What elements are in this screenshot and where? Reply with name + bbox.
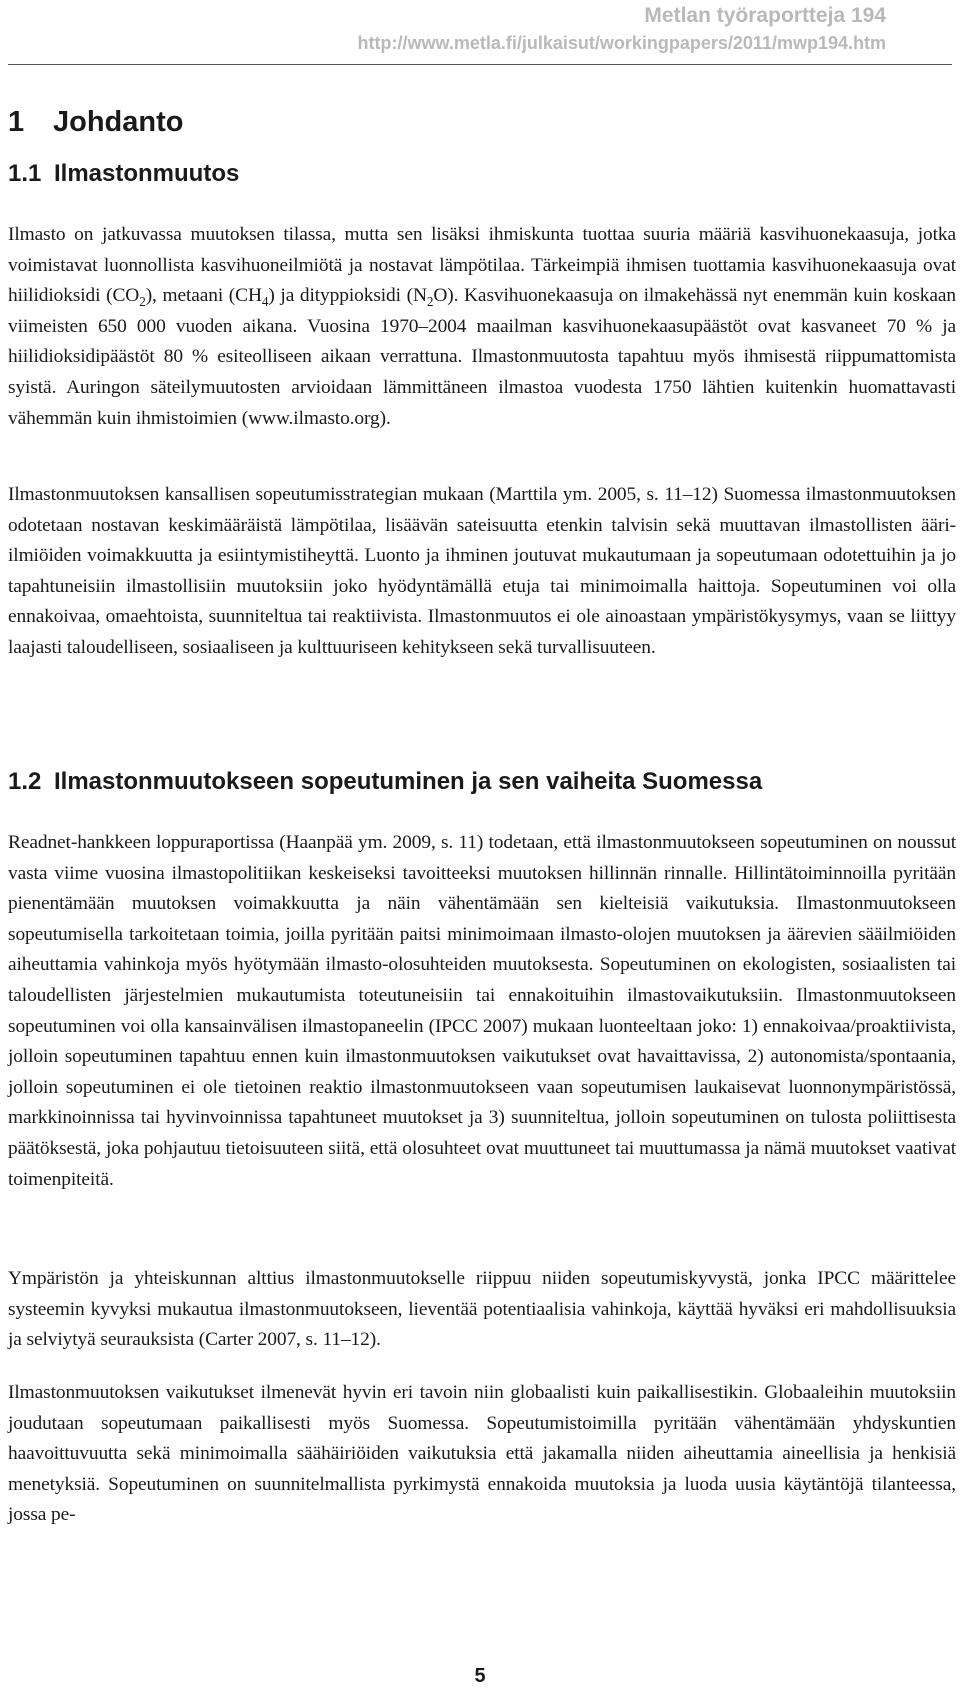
chapter-number: 1 <box>8 106 25 138</box>
section-heading-1-1 <box>8 158 239 190</box>
section-number: 1.2 <box>8 768 42 795</box>
section-heading-1-2 <box>8 766 762 798</box>
chapter-title: Johdanto <box>53 106 184 138</box>
chapter-heading <box>8 104 184 140</box>
section-title: Ilmastonmuutokseen sopeutuminen ja sen vaiheita Suomessa <box>54 768 763 795</box>
page-number: 5 <box>474 1665 486 1687</box>
paragraph-4: Ympäristön ja yhteiskunnan alttius ilmastonmuutokselle riippuu niiden sopeutumiskyvystä, jonka IPCC määrittelee systeemin kyvyksi mukautua ilmastonmuutokseen, lieventää potentiaalisia vahinkoja, käyttää hyväksi eri mahdollisuuksia ja selviytyä seurauksista (Carter 2007, s. 11–12). <box>8 1268 956 1351</box>
header-divider <box>8 64 952 65</box>
series-url[interactable]: http://www.metla.fi/julkaisut/workingpapers/2011/mwp194.htm <box>357 33 886 53</box>
series-title: Metlan työraportteja 194 <box>644 4 886 27</box>
paragraph-5: Ilmastonmuutoksen vaikutukset ilmenevät hyvin eri tavoin niin globaalisti kuin paikallisestikin. Globaaleihin muutoksiin joudutaan sopeutumaan paikallisesti myös Suomessa. Sopeutumistoimilla pyritään vähentämään yhdyskuntien haavoittuvuutta sekä minimoimalla säähäiriöiden vaikutuksia että jakamalla niiden aiheuttamia aineellisia ja henkisiä menetyksiä. Sopeutuminen on suunnitelmallista pyrkimystä ennakoida muutoksia ja luoda uusia käytäntöjä tilanteessa, jossa pe- <box>8 1382 956 1526</box>
paragraph-2: Ilmastonmuutoksen kansallisen sopeutumisstrategian mukaan (Marttila ym. 2005, s. 11–12) Suomessa ilmastonmuutoksen odotetaan nostavan keskimääräistä lämpötilaa, lisäävän sateisuutta etenkin talvisin sekä muuttavan ilmastollisten ääri-ilmiöiden voimakkuutta ja esiintymistiheyttä. Luonto ja ihminen joutuvat mukautumaan ja sopeutumaan odotettuihin ja jo tapahtuneisiin ilmastollisiin muutoksiin joko hyödyntämällä etuja tai minimoimalla haittoja. Sopeutuminen voi olla ennakoivaa, omaehtoista, suunniteltua tai reaktiivista. Ilmastonmuutos ei ole ainoastaan ympäristökysymys, vaan se liittyy laajasti taloudelliseen, sosiaaliseen ja kulttuuriseen kehitykseen sekä turvallisuuteen. <box>8 484 956 658</box>
section-number: 1.1 <box>8 160 42 187</box>
paragraph-3: Readnet-hankkeen loppuraportissa (Haanpää ym. 2009, s. 11) todetaan, että ilmastonmuutokseen sopeutuminen on noussut vasta viime vuosina ilmastopolitiikan keskeiseksi tavoitteeksi muutoksen hillinnän rinnalle. Hillintätoiminnoilla pyritään pienentämään muutoksen voimakkuutta ja näin vähentämään sen kielteisiä vaikutuksia. Ilmastonmuutokseen sopeutumisella tarkoitetaan toimia, joilla pyritään paitsi minimoimaan ilmasto-olojen muutoksen ja äärevien sääilmiöiden aiheuttamia vahinkoja myös hyötymään ilmasto-olosuhteiden muutoksesta. Sopeutuminen on ekologisten, sosiaalisten tai taloudellisten järjestelmien mukautumista toteutuneisiin tai ennakoituihin ilmastovaikutuksiin. Ilmastonmuutokseen sopeutuminen voi olla kansainvälisen ilmastopaneelin (IPCC 2007) mukaan luonteeltaan joko: 1) ennakoivaa/proaktiivista, jolloin sopeutuminen tapahtuu ennen kuin ilmastonmuutoksen vaikutukset ovat havaittavissa, 2) autonomista/spontaania, jolloin sopeutuminen ei ole tietoinen reaktio ilmastonmuutokseen vaan sopeutumisen laukaisevat luonnonympäristössä, markkinoinnissa tai hyvinvoinnissa tapahtuneet muutokset ja 3) suunniteltua, jolloin sopeutuminen on tulosta poliittisesta päätöksestä, joka pohjautuu tietoisuuteen siitä, että olosuhteet ovat muuttuneet tai muuttumassa ja nämä muutokset vaativat toimenpiteitä. <box>8 832 956 1190</box>
section-title: Ilmastonmuutos <box>54 160 240 187</box>
paragraph-1: Ilmasto on jatkuvassa muutoksen tilassa, mutta sen lisäksi ihmiskunta tuottaa suuria määriä kasvihuonekaasuja, jotka voimistavat luonnollista kasvihuoneilmiötä ja nostavat lämpötilaa. Tärkeimpiä ihmisen tuottamia kasvihuonekaasuja ovat hiilidioksidi $(CO_2)$, metaani $(CH_4)$ ja dityppioksidi $(N_2O)$. Kasvihuonekaasuja on ilmakehässä nyt enemmän kuin koskaan viimeisten 650 000 vuoden aikana. Vuosina 1970–2004 maailman kasvihuonekaasupäästöt ovat kasvaneet 70 % ja hiilidioksidipäästöt 80 % esiteolliseen aikaan verrattuna. Ilmastonmuutosta tapahtuu myös ihmisestä riippumattomista syistä. Auringon säteilymuutosten arvioidaan lämmittäneen ilmastoa vuodesta 1750 lähtien kuitenkin huomattavasti vähemmän kuin ihmistoimien (www.ilmasto.org). <box>8 224 956 429</box>
running-header <box>358 2 886 56</box>
